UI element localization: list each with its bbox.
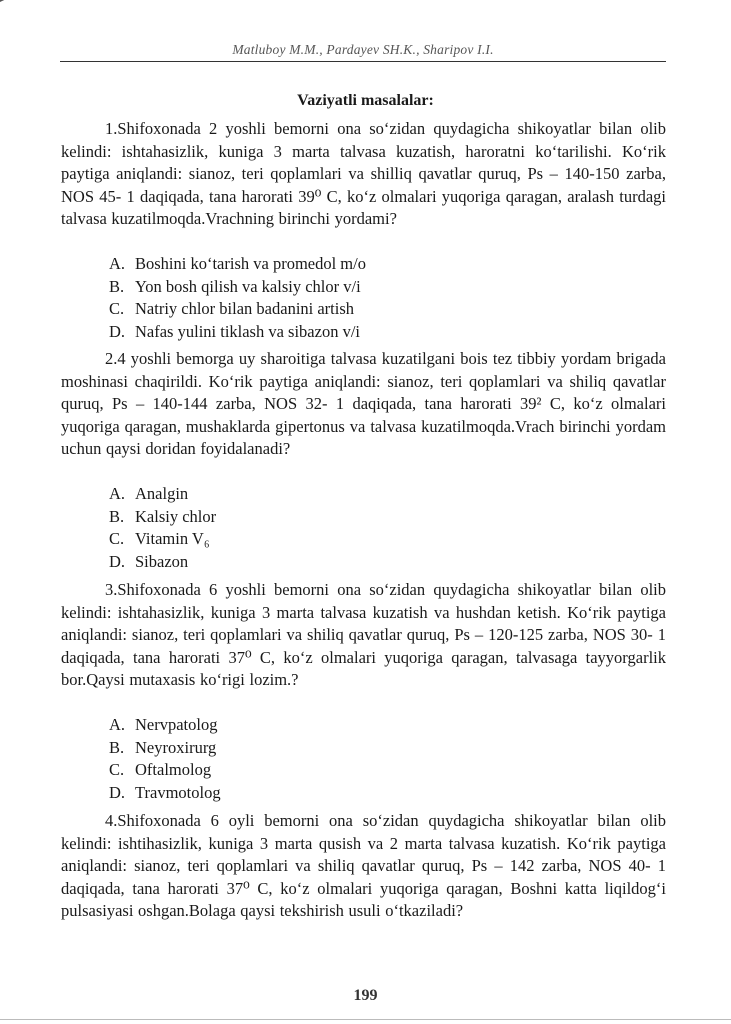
option-text: Kalsiy chlor	[135, 506, 217, 526]
option-text: Nafas yulini tiklash va sibazon v/i	[135, 321, 360, 341]
option-letter: A.	[109, 254, 126, 273]
option-text: Oftalmolog	[135, 760, 212, 779]
option-a	[109, 483, 216, 506]
option-letter: A.	[109, 484, 126, 503]
option-text: Vitamin V₆	[135, 529, 210, 548]
option-letter: C.	[109, 529, 125, 548]
option-c	[109, 528, 216, 551]
section-heading: Vaziyatli masalalar:	[297, 92, 434, 109]
problem-4-text: 4.Shifoxonada 6 oyli bemorni ona so‘zidan quydagicha shikoyatlar bilan olib kelindi: ishtihasizlik, kuniga 3 marta qusish va 2 marta talvasa kuzatish. Ko‘rik paytiga aniqlandi: sianoz, teri qoplamlari va shiliq qavatlar quruq, Ps – 142 zarba, NOS 40- 1 daqiqada, tana harorati 37⁰ C, ko‘z olmalari yuqoriga qaragan, Boshni katta liqildog‘i pulsasiyasi oshgan.Bolaga qaysi tekshirish usuli o‘tkaziladi?	[61, 811, 666, 920]
page-corner-mark	[0, 0, 26, 16]
option-letter: D.	[109, 551, 126, 571]
option-d	[109, 782, 221, 805]
option-text: Analgin	[135, 484, 189, 503]
footer-rule	[0, 1019, 731, 1020]
header-rule	[60, 61, 666, 62]
problem-2-options	[109, 483, 216, 573]
problem-3-options	[109, 714, 221, 804]
running-header: Matluboy M.M., Pardayev SH.K., Sharipov I.I.	[232, 42, 494, 57]
option-b	[109, 506, 216, 529]
problem-3-text: 3.Shifoxonada 6 yoshli bemorni ona so‘zidan quydagicha shikoyatlar bilan olib kelindi: ishtahasizlik, kuniga 3 marta talvasa kuzatish va hushdan ketish. Ko‘rik paytiga aniqlandi: sianoz, teri qoplamlari va shiliq qavatlar quruq, Ps – 120-125 zarba, NOS 30- 1 daqiqada, tana harorati 37⁰ C, ko‘z olmalari yuqoriga qaragan, talvasaga tayyorgarlik bor.Qaysi mutaxasis ko‘rigi lozim.?	[61, 580, 666, 689]
problem-1-text: 1.Shifoxonada 2 yoshli bemorni ona so‘zidan quydagicha shikoyatlar bilan olib kelindi: ishtahasizlik, kuniga 3 marta talvasa kuzatish, haroratni ko‘tarilishi. Ko‘rik paytiga aniqlandi: sianoz, teri qoplamlari va shilliq qavatlar quruq, Ps – 140-150 zarba, NOS 45- 1 daqiqada, tana harorati 39⁰ C, ko‘z olmalari yuqoriga qaragan, aralash turdagi talvasa kuzatilmoqda.Vrachning birinchi yordami?	[61, 119, 666, 228]
option-letter: D.	[109, 321, 126, 341]
option-text: Travmotolog	[135, 782, 221, 802]
option-c	[109, 759, 221, 782]
option-letter: C.	[109, 760, 125, 779]
option-letter: C.	[109, 299, 125, 318]
option-letter: B.	[109, 506, 125, 526]
option-text: Natriy chlor bilan badanini artish	[135, 299, 355, 318]
option-letter: A.	[109, 715, 126, 734]
option-d	[109, 551, 216, 574]
option-letter: B.	[109, 276, 125, 296]
option-c	[109, 298, 366, 321]
option-a	[109, 714, 221, 737]
option-text: Nervpatolog	[135, 715, 218, 734]
option-text: Yon bosh qilish va kalsiy chlor v/i	[135, 276, 361, 296]
option-letter: D.	[109, 782, 126, 802]
option-letter: B.	[109, 737, 125, 757]
option-b	[109, 276, 366, 299]
option-text: Sibazon	[135, 551, 189, 571]
page-number: 199	[353, 987, 378, 1004]
option-d	[109, 321, 366, 344]
option-a	[109, 253, 366, 276]
option-text: Neyroxirurg	[135, 737, 217, 757]
option-b	[109, 737, 221, 760]
problem-1-options	[109, 253, 366, 343]
option-text: Boshini ko‘tarish va promedol m/o	[135, 254, 366, 273]
problem-2-text: 2.4 yoshli bemorga uy sharoitiga talvasa kuzatilgani bois tez tibbiy yordam brigada moshinasi chaqirildi. Ko‘rik paytiga aniqlandi: sianoz, teri qoplamlari va shiliq qavatlar quruq, Ps – 140-144 zarba, NOS 32- 1 daqiqada, tana harorati 39² C, ko‘z olmalari yuqoriga qaragan, mushaklarda gipertonus va talvasa kuzatilmoqda.Vrach birinchi yordam uchun qaysi doridan foyidalanadi?	[61, 349, 666, 458]
